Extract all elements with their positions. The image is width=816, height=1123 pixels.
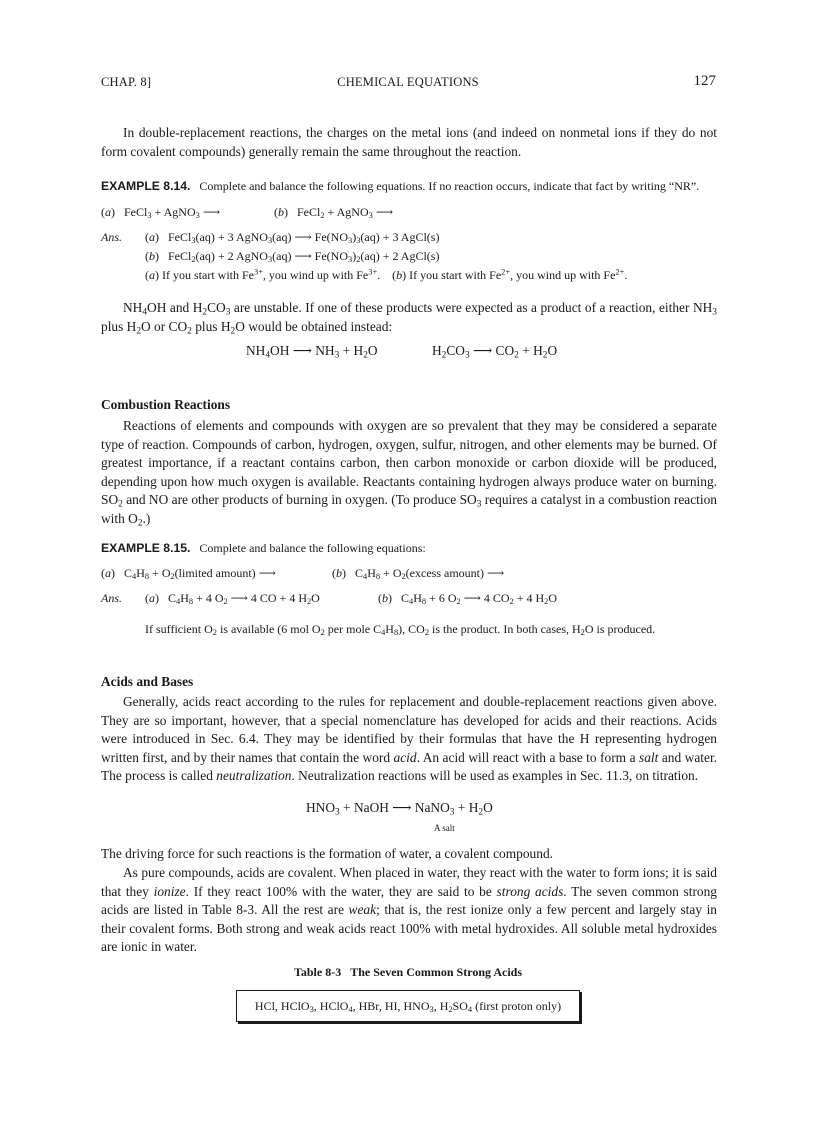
table-caption: Table 8-3 The Seven Common Strong Acids: [293, 965, 523, 979]
section-heading-combustion: Combustion Reactions: [101, 397, 231, 412]
paragraph-combustion: Reactions of elements and compounds with oxygen are so prevalent that they may be considered a separate type of reaction. Compounds of carbon, hydrogen, oxygen, sulfur, nitrogen, and other elements may be burned. Of greatest importance, if a reactant contains carbon, then carbon monoxide or carbon dioxide will be produced, depending upon how much oxygen is available. Reactants containing hydrogen always produce water on burning. $SO_2$ and NO are other products of burning in oxygen. (To produce $SO_3$ requires a catalyst in a combustion reaction with $O_2$.): [101, 418, 717, 529]
ans-label: Ans.: [101, 591, 122, 605]
example-instruction: Complete and balance the following equations. If no reaction occurs, indicate that fact by writing “NR”.: [199, 179, 700, 193]
example-8-15-problem-a: (a) $C_4H_8$ + $O_2(limited$ amount) ⟶: [101, 566, 276, 582]
example-8-14-answer-note: (a) If you start with $Fe^{3+}$, you wind up with $Fe^{3+}$. (b) If you start with $Fe^{2+}$, you wind up with $Fe^{2+}$.: [145, 267, 628, 282]
chapter-label: CHAP. 8]: [101, 75, 152, 89]
paragraph-acids: Generally, acids react according to the rules for replacement and double-replacement reactions given above. They are so important, however, that a special nomenclature has developed for acids and their reactions. Acids were introduced in Sec. 6.4. They may be identified by their formulas that have the H representing hydrogen written first, and by their names that contain the word acid. An acid will react with a base to form a salt and water. The process is called neutralization. Neutralization reactions will be used as examples in Sec. 11.3, on titration.: [101, 694, 718, 784]
section-heading-acids: Acids and Bases: [101, 674, 194, 689]
equation-neutralization: $HNO_3$ + NaOH ⟶ NaNO$_3$ + $H_2O$: [306, 800, 493, 818]
example-instruction: Complete and balance the following equations:: [199, 541, 426, 555]
equation-h2co3: $H_2CO_3$ ⟶ $CO_2 + H_2O$: [432, 343, 558, 361]
paragraph-double-replacement: In double-replacement reactions, the charges on the metal ions (and indeed on nonmetal ions if they do not form covalent compounds) generally remain the same throughout the reaction.: [101, 125, 717, 159]
example-label: EXAMPLE 8.14.: [101, 179, 191, 193]
ans-label: Ans.: [101, 230, 122, 244]
example-8-14-problem-a: (a) FeCl$_3$ + AgNO$_3$ ⟶: [101, 205, 221, 221]
example-8-14-answer-b: (b) FeCl$_2$(aq) + 2 AgNO$_3$(aq) ⟶ $Fe(NO_3)_2(aq) + 2$ AgCl(s): [145, 249, 440, 265]
running-title: CHEMICAL EQUATIONS: [337, 75, 479, 89]
example-8-15-heading: [101, 541, 426, 556]
strong-acids-table: [236, 990, 580, 1022]
example-8-14-problem-b: (b) FeCl$_2$ + AgNO$_3$ ⟶: [274, 205, 394, 221]
example-label: EXAMPLE 8.15.: [101, 541, 191, 555]
table-contents: HCl, HClO$_3$, HClO$_4$, HBr, HI, $HNO_3$, $H_2SO_4$ (first proton only): [254, 998, 562, 1014]
page-number: 127: [693, 73, 716, 89]
example-8-15-answer-b: (b) $C_4H_8 + 6$ $O_2$ ⟶ 4 $CO_2 + 4$ $H_2O$: [378, 591, 558, 607]
salt-annotation: A salt: [434, 823, 455, 833]
example-8-14-answer-a: (a) FeCl$_3$(aq) + 3 AgNO$_3$(aq) ⟶ $Fe(NO_3)_3(aq) + 3$ AgCl(s): [145, 230, 440, 246]
paragraph-unstable: $NH_4OH$ and $H_2CO_3$ are unstable. If one of these products were expected as a product of a reaction, either $NH_3$ plus $H_2O$ or $CO_2$ plus $H_2O$ would be obtained instead:: [101, 300, 717, 336]
example-8-15-answer-a: (a) $C_4H_8 + 4$ $O_2$ ⟶ 4 CO + 4 $H_2O$: [145, 591, 320, 607]
equation-nh4oh: $NH_4OH$ ⟶ $NH_3 + H_2O$: [246, 343, 378, 361]
example-8-15-note: If sufficient $O_2$ is available (6 mol $O_2$ per mole $C_4H_8$), $CO_2$ is the product. In both cases, $H_2O$ is produced.: [145, 622, 656, 638]
example-8-14-heading: [101, 179, 699, 194]
example-8-15-problem-b: (b) $C_4H_8$ + $O_2(excess$ amount) ⟶: [332, 566, 505, 582]
paragraph-driving-force: The driving force for such reactions is the formation of water, a covalent compound.: [101, 846, 553, 861]
paragraph-strong-acids: As pure compounds, acids are covalent. When placed in water, they react with the water to form ions; it is said that they ionize. If they react 100% with the water, they are said to be strong acids. The seven common strong acids are listed in Table 8-3. All the rest are weak; that is, the rest ionize only a few percent and largely stay in their covalent forms. Both strong and weak acids react 100% with metal hydroxides. All soluble metal hydroxides are ionic in water.: [101, 865, 717, 955]
